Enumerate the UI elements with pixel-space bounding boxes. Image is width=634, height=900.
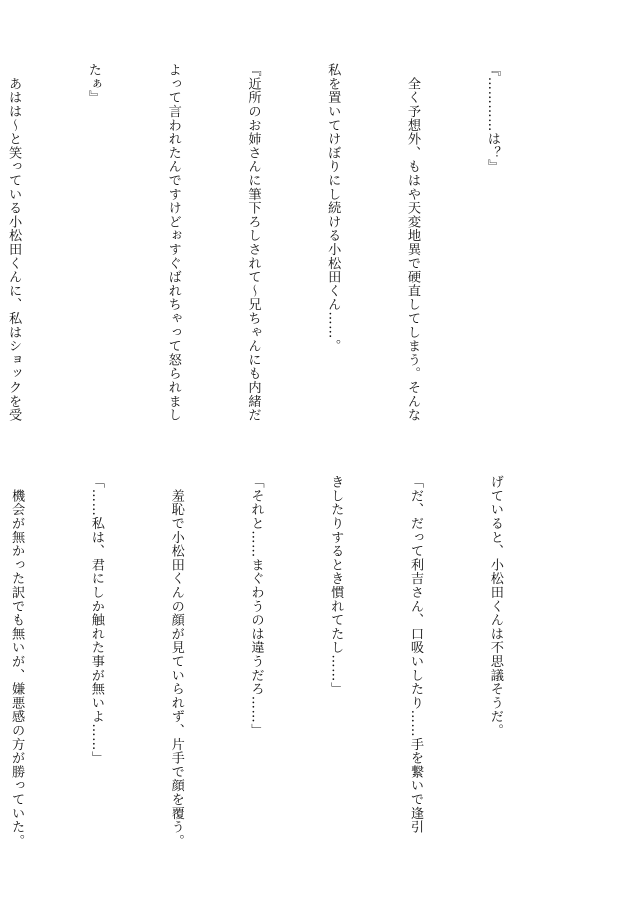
text-line: げていると、小松田くんは不思議そうだ。	[487, 475, 503, 738]
text-line: 『…………は？』	[484, 63, 500, 174]
text-line: よって言われたんですけどぉすぐばれちゃって怒られまし	[165, 63, 181, 422]
text-line: 「だ、だって利吉さん、口吸いしたり……手を繋いで逢引	[408, 475, 424, 834]
text-line: 全く予想外、もはや天変地異で硬直してしまう。そんな	[405, 63, 421, 422]
text-line: 「……私は、君にしか触れた事が無いよ……」	[88, 475, 104, 765]
text-line: 私を置いてけぼりにし続ける小松田くん……。	[325, 63, 341, 353]
text-line: たぁ』	[85, 63, 101, 105]
text-column-block-bottom	[0, 475, 561, 867]
text-line: 機会が無かった訳でも無いが、嫌悪感の方が勝っていた。	[9, 475, 25, 848]
text-line: きしたりするとき慣れてたし……」	[328, 475, 344, 696]
text-line: あはは〜と笑っている小松田くんに、私はショックを受	[6, 63, 22, 422]
text-column-block-top	[0, 63, 558, 455]
text-line: 「それと……まぐわうのは違うだろ……」	[248, 475, 264, 738]
text-line: 羞恥で小松田くんの顔が見ていられず、片手で顔を覆う。	[168, 475, 184, 848]
text-line: 『近所のお姉さんに筆下ろしされて〜兄ちゃんにも内緒だ	[245, 63, 261, 422]
